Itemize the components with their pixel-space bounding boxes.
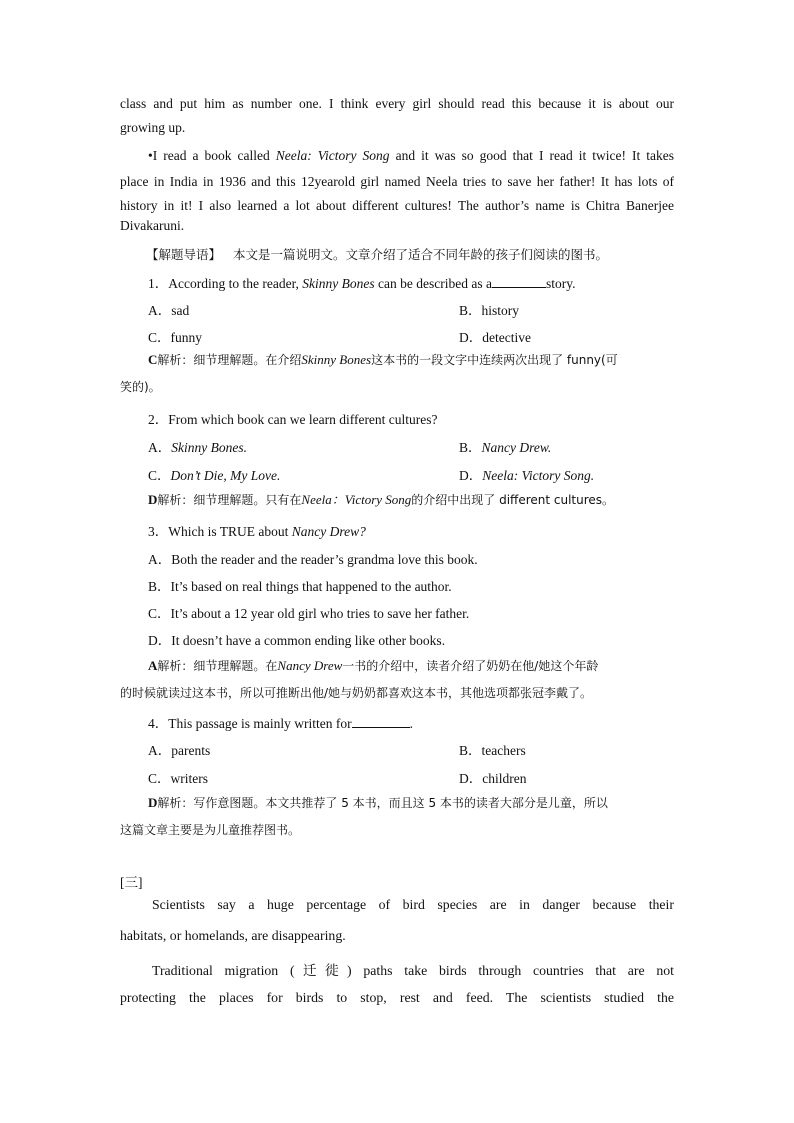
option-c: C．It’s about a 12 year old girl who tries to save her father. <box>148 606 470 621</box>
option-a: A．Skinny Bones. <box>148 440 247 455</box>
question-1: 1．According to the reader, Skinny Bones can be described as a story. <box>148 276 576 291</box>
explanation-2: D解析：细节理解题。只有在Neela：Victory Song的介绍中出现了 different cultures。 <box>148 492 615 507</box>
option-d: D．children <box>459 771 527 786</box>
section3-line: habitats, or homelands, are disappearing. <box>120 928 346 943</box>
option-c: C．Don’t Die, My Love. <box>148 468 281 483</box>
answer-key: C <box>148 352 158 367</box>
answer-key: A <box>148 658 158 673</box>
section3-line: Scientists say a huge percentage of bird species are in danger because their <box>152 897 674 912</box>
answer-blank <box>352 715 410 728</box>
passage-text-line: class and put him as number one. I think every girl should read this because it is about our <box>120 96 674 111</box>
question-4: 4．This passage is mainly written for . <box>148 716 413 731</box>
neela-paragraph-line: place in India in 1936 and this 12yearold girl named Neela tries to save her father! It has lots of <box>120 174 674 189</box>
option-a: A．sad <box>148 303 190 318</box>
option-d: D．Neela: Victory Song. <box>459 468 595 483</box>
section-marker: [三] <box>120 875 143 890</box>
option-d: D．It doesn’t have a common ending like other books. <box>148 633 446 648</box>
option-b: B．Nancy Drew. <box>459 440 552 455</box>
answer-key: D <box>148 492 158 507</box>
explanation-3: A解析：细节理解题。在Nancy Drew一书的介绍中，读者介绍了奶奶在他/她这个年龄 <box>148 658 599 673</box>
guide-line <box>146 245 608 263</box>
neela-paragraph: •I read a book called Neela: Victory Song and it was so good that I read it twice! It takes <box>148 148 674 163</box>
neela-paragraph-line: Divakaruni. <box>120 218 185 233</box>
option-b: B．teachers <box>459 743 526 758</box>
option-a: A．parents <box>148 743 211 758</box>
book-title: Neela: Victory Song <box>275 148 390 163</box>
explanation-1-cont: 笑的)。 <box>120 380 161 394</box>
bullet: • <box>148 148 153 163</box>
answer-key: D <box>148 795 158 810</box>
option-d: D．detective <box>459 330 531 345</box>
question-3: 3．Which is TRUE about Nancy Drew? <box>148 524 366 539</box>
explanation-4: D解析：写作意图题。本文共推荐了 5 本书，而且这 5 本书的读者大部分是儿童，所以 <box>148 795 608 810</box>
option-a: A．Both the reader and the reader’s grandma love this book. <box>148 552 478 567</box>
explanation-1: C解析：细节理解题。在介绍Skinny Bones这本书的一段文字中连续两次出现了 funny(可 <box>148 352 618 367</box>
explanation-4-cont: 这篇文章主要是为儿童推荐图书。 <box>120 823 301 837</box>
section3-line: protecting the places for birds to stop, rest and feed. The scientists studied the <box>120 990 674 1005</box>
option-b: B．It’s based on real things that happened to the author. <box>148 579 452 594</box>
answer-blank <box>492 275 546 288</box>
option-c: C．writers <box>148 771 208 786</box>
question-2: 2．From which book can we learn different cultures? <box>148 412 438 427</box>
passage-text-line: growing up. <box>120 120 186 135</box>
option-c: C．funny <box>148 330 202 345</box>
explanation-3-cont: 的时候就读过这本书，所以可推断出他/她与奶奶都喜欢这本书，其他选项都张冠李戴了。 <box>120 686 593 700</box>
option-b: B．history <box>459 303 520 318</box>
section3-line: Traditional migration (迁徙) paths take birds through countries that are not <box>152 963 674 978</box>
guide-label: 【解题导语】 <box>146 247 222 262</box>
neela-paragraph-line: history in it! I also learned a lot about different cultures! The author’s name is Chitra Banerjee <box>120 198 674 213</box>
guide-text: 本文是一篇说明文。文章介绍了适合不同年龄的孩子们阅读的图书。 <box>232 247 608 262</box>
